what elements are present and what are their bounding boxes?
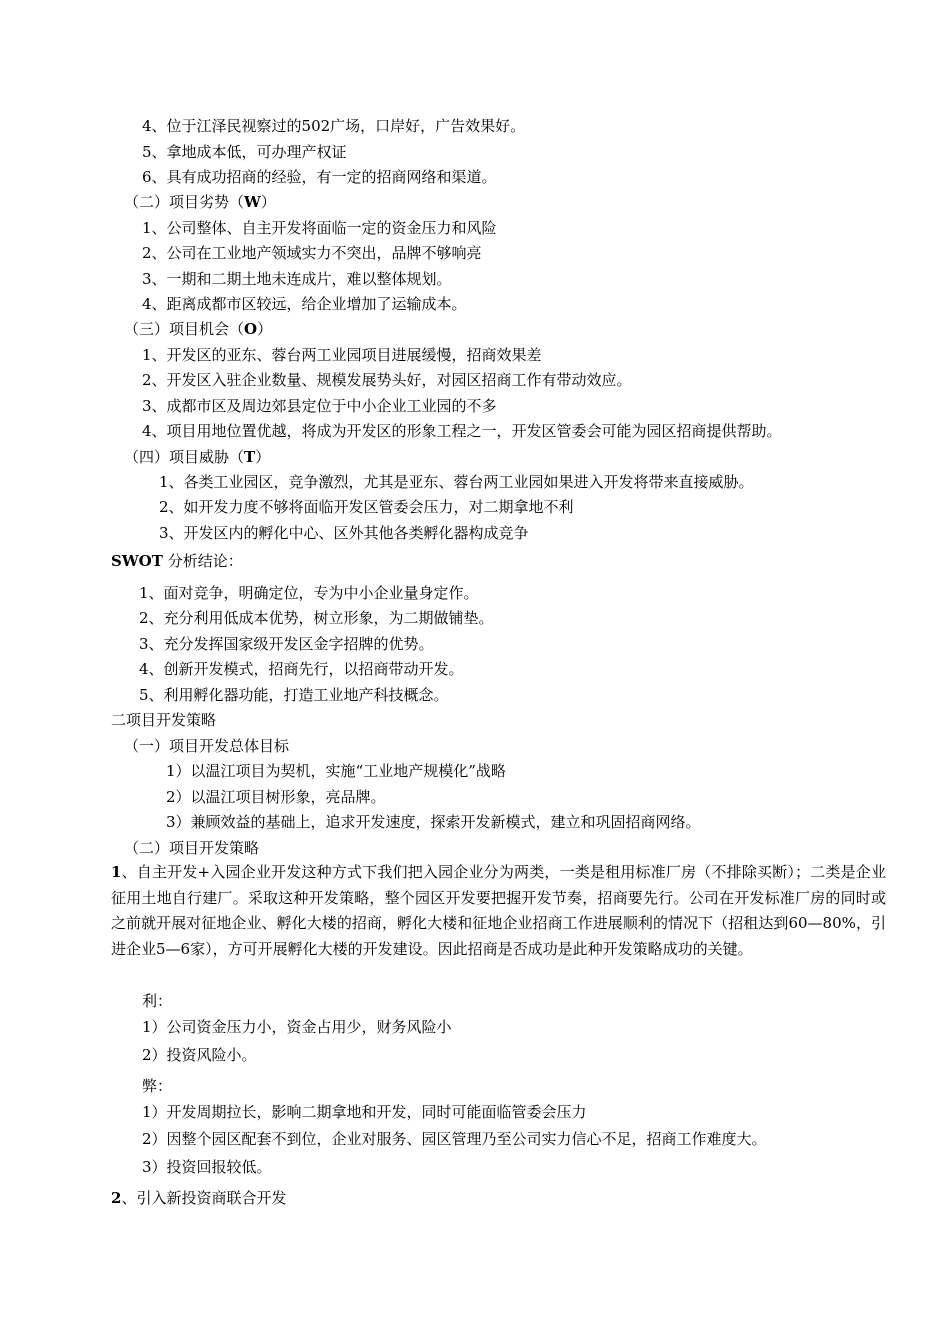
conclusion-item: 5、利用孵化器功能，打造工业地产科技概念。 <box>139 686 449 704</box>
threat-heading: （四）项目威胁（T） <box>124 448 271 466</box>
conclusion-item: 4、创新开发模式，招商先行，以招商带动开发。 <box>139 660 464 678</box>
swot-conclusion-heading: SWOT 分析结论： <box>111 552 243 570</box>
opportunity-item: 4、项目用地位置优越，将成为开发区的形象工程之一，开发区管委会可能为园区招商提供帮助。 <box>142 422 782 440</box>
conclusion-item: 1、面对竞争，明确定位，专为中小企业量身定作。 <box>139 584 479 602</box>
strategy-paragraph-1: 1、自主开发+入园企业开发这种方式下我们把入园企业分为两类，一类是租用标准厂房（不排除买断）；二类是企业征用土地自行建厂。采取这种开发策略，整个园区开发要把握开发节奏，招商要先行。公司在开发标准厂房的同时或之前就开展对征地企业、孵化大楼的招商，孵化大楼和征地企业招商工作进展顺利的情况下（招租达到60—80%，引进企业5—6家），方可开展孵化大楼的开发建设。因此招商是否成功是此种开发策略成功的关键。 <box>111 863 886 958</box>
goal-item: 1）以温江项目为契机，实施“工业地产规模化”战略 <box>166 762 506 780</box>
pros-item: 2）投资风险小。 <box>142 1046 257 1064</box>
pros-item: 1）公司资金压力小，资金占用少，财务风险小 <box>142 1018 452 1036</box>
strength-item: 6、具有成功招商的经验，有一定的招商网络和渠道。 <box>142 168 497 186</box>
opportunity-item: 1、开发区的亚东、蓉台两工业园项目进展缓慢，招商效果差 <box>142 346 542 364</box>
threat-item: 3、开发区内的孵化中心、区外其他各类孵化器构成竞争 <box>159 524 529 542</box>
goal-item: 3）兼顾效益的基础上，追求开发速度，探索开发新模式，建立和巩固招商网络。 <box>166 813 701 831</box>
strategy-paragraph-2: 2、引入新投资商联合开发 <box>111 1189 287 1207</box>
weakness-heading: （二）项目劣势（W） <box>124 193 276 211</box>
goal-item: 2）以温江项目树形象，亮品牌。 <box>166 788 386 806</box>
weakness-item: 1、公司整体、自主开发将面临一定的资金压力和风险 <box>142 219 497 237</box>
opportunity-item: 2、开发区入驻企业数量、规模发展势头好，对园区招商工作有带动效应。 <box>142 371 632 389</box>
threat-item: 1、各类工业园区，竞争激烈，尤其是亚东、蓉台两工业园如果进入开发将带来直接威胁。 <box>159 473 754 491</box>
conclusion-item: 3、充分发挥国家级开发区金字招牌的优势。 <box>139 635 434 653</box>
strength-item: 5、拿地成本低，可办理产权证 <box>142 143 347 161</box>
weakness-item: 2、公司在工业地产领域实力不突出，品牌不够响亮 <box>142 244 482 262</box>
strength-item: 4、位于江泽民视察过的502广场，口岸好，广告效果好。 <box>142 117 526 135</box>
cons-item: 1）开发周期拉长，影响二期拿地和开发，同时可能面临管委会压力 <box>142 1103 587 1121</box>
pros-label: 利： <box>142 992 173 1010</box>
cons-label: 弊： <box>142 1077 173 1095</box>
weakness-item: 4、距离成都市区较远，给企业增加了运输成本。 <box>142 295 467 313</box>
strategy-subheading: （二）项目开发策略 <box>124 839 260 857</box>
cons-item: 2）因整个园区配套不到位，企业对服务、园区管理乃至公司实力信心不足，招商工作难度大。 <box>142 1130 767 1148</box>
opportunity-item: 3、成都市区及周边郊县定位于中小企业工业园的不多 <box>142 397 497 415</box>
cons-item: 3）投资回报较低。 <box>142 1158 272 1176</box>
conclusion-item: 2、充分利用低成本优势，树立形象，为二期做铺垫。 <box>139 609 494 627</box>
strategy-heading: 二项目开发策略 <box>111 711 217 729</box>
goal-heading: （一）项目开发总体目标 <box>124 737 290 755</box>
threat-item: 2、如开发力度不够将面临开发区管委会压力，对二期拿地不利 <box>159 498 574 516</box>
opportunity-heading: （三）项目机会（O） <box>124 320 273 338</box>
weakness-item: 3、一期和二期土地未连成片，难以整体规划。 <box>142 270 452 288</box>
